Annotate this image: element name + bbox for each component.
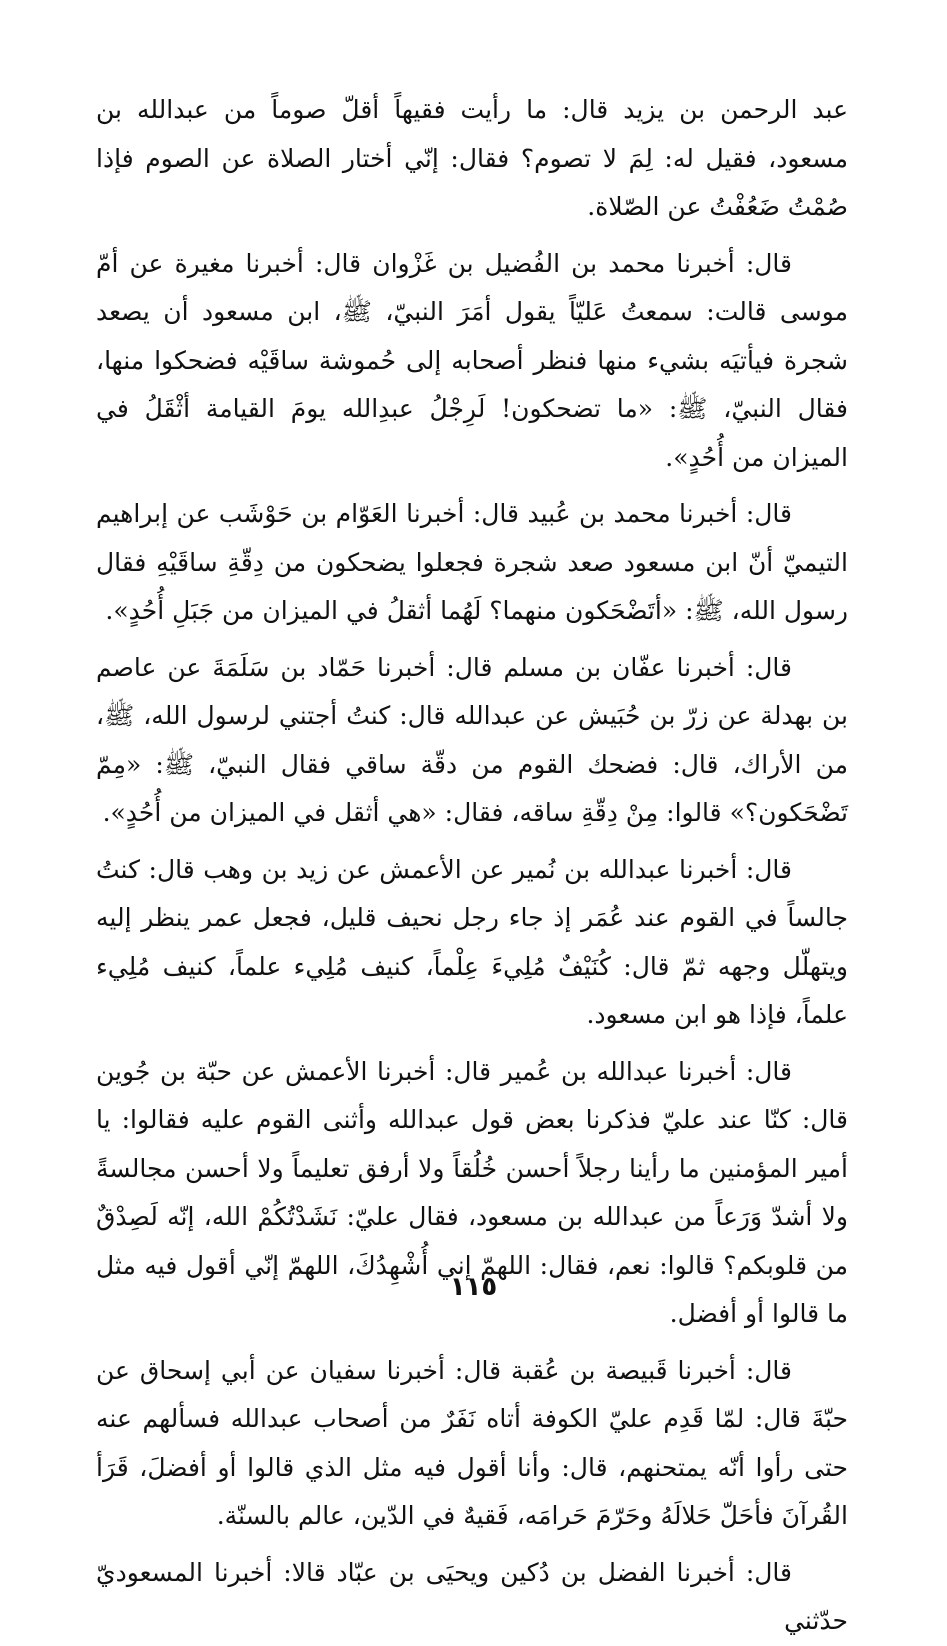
paragraph-4: قال: أخبرنا عفّان بن مسلم قال: أخبرنا حَمّاد بن سَلَمَةَ عن عاصم بن بهدلة عن زرّ بن حُبَيش عن عبدالله قال: كنتُ أجتني لرسول الله، ﷺ، من الأراك، قال: فضحك القوم من دقّة ساقي فقال النبيّ، ﷺ: «مِمّ تَضْحَكون؟» قالوا: مِنْ دِقّةِ ساقه، فقال: «هي أثقل في الميزان من أُحُدٍ». xyxy=(96,652,848,827)
paragraph-7: قال: أخبرنا قَبيصة بن عُقبة قال: أخبرنا سفيان عن أبي إسحاق عن حبّةَ قال: لمّا قَدِم عليّ الكوفة أتاه نَفَرٌ من أصحاب عبدالله فسألهم عنه حتى رأوا أنّه يمتحنهم، قال: وأنا أقول فيه مثل الذي قالوا أو أفضلَ، قَرَأ القُرآنَ فأحَلّ حَلالَهُ وحَرّمَ حَرامَه، فَقيهٌ في الدّين، عالم بالسنّة. xyxy=(96,1355,848,1530)
paragraph-8: قال: أخبرنا الفضل بن دُكين ويحيَى بن عبّاد قالا: أخبرنا المسعوديّ حدّثني xyxy=(96,1557,848,1635)
paragraph-6: قال: أخبرنا عبدالله بن عُمير قال: أخبرنا الأعمش عن حبّة بن جُوين قال: كنّا عند عليّ فذكرنا بعض قول عبدالله وأثنى القوم عليه فقالوا: يا أمير المؤمنين ما رأينا رجلاً أحسن خُلُقاً ولا أرفق تعليماً ولا أحسن مجالسةً ولا أشدّ وَرَعاً من عبدالله بن مسعود، فقال عليّ: نَشَدْتُكُمْ الله، إنّه لَصِدْقٌ من قلوبكم؟ قالوا: نعم، فقال: اللهمّ إني أُشْهِدُكَ، اللهمّ إنّي أقول فيه مثل ما قالوا أو أفضل. xyxy=(96,1056,848,1328)
paragraph-5: قال: أخبرنا عبدالله بن نُمير عن الأعمش عن زيد بن وهب قال: كنتُ جالساً في القوم عند عُمَر إذ جاء رجل نحيف قليل، فجعل عمر ينظر إليه ويتهلّل وجهه ثمّ قال: كُنَيْفٌ مُلِيءَ عِلْماً، كنيف مُلِيء علماً، كنيف مُلِيء علماً، فإذا هو ابن مسعود. xyxy=(96,854,848,1029)
paragraph-2: قال: أخبرنا محمد بن الفُضيل بن غَزْوان قال: أخبرنا مغيرة عن أمّ موسى قالت: سمعتُ عَليّاً يقول أمَرَ النبيّ، ﷺ، ابن مسعود أن يصعد شجرة فيأتيَه بشيء منها فنظر أصحابه إلى حُموشة ساقَيْه فضحكوا منها، فقال النبيّ، ﷺ: «ما تضحكون! لَرِجْلُ عبدِالله يومَ القيامة أثْقَلُ في الميزان من أُحُدٍ». xyxy=(96,248,848,472)
paragraph-1: عبد الرحمن بن يزيد قال: ما رأيت فقيهاً أقلّ صوماً من عبدالله بن مسعود، فقيل له: لِمَ لا تصوم؟ فقال: إنّي أختار الصلاة عن الصوم فإذا صُمْتُ ضَعُفْتُ عن الصّلاة. xyxy=(96,95,848,221)
page-number: ١١٥ xyxy=(449,1272,498,1302)
page-text xyxy=(96,86,848,1646)
paragraph-3: قال: أخبرنا محمد بن عُبيد قال: أخبرنا العَوّام بن حَوْشَب عن إبراهيم التيميّ أنّ ابن مسعود صعد شجرة فجعلوا يضحكون من دِقّةِ ساقَيْهِ فقال رسول الله، ﷺ: «أتَضْحَكون منهما؟ لَهُما أثقلُ في الميزان من جَبَلِ أُحُدٍ». xyxy=(96,499,848,625)
